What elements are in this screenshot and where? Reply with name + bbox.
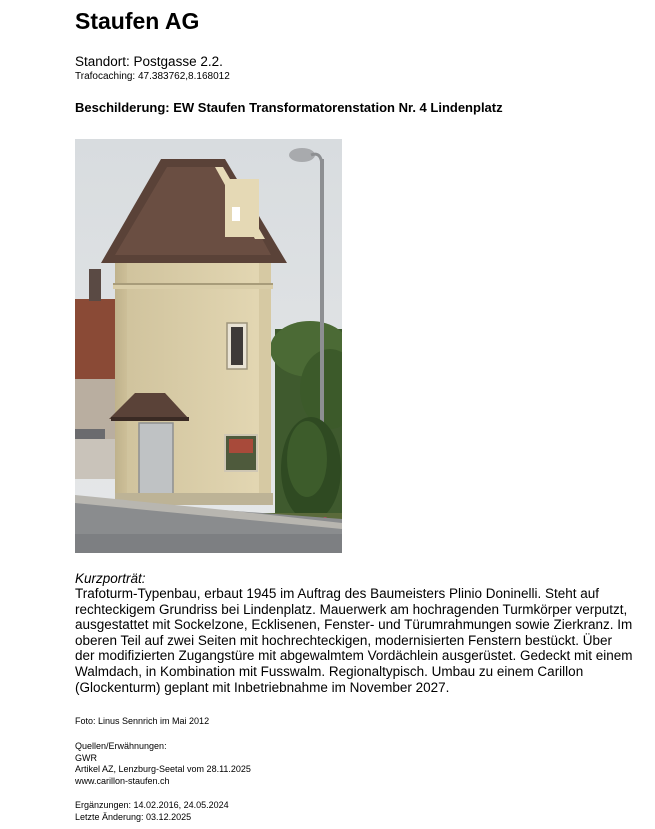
transformer-tower-photo — [75, 139, 342, 553]
photo-credit: Foto: Linus Sennrich im Mai 2012 — [75, 716, 210, 726]
coordinates-text: Trafocaching: 47.383762,8.168012 — [75, 71, 230, 82]
portrait-heading: Kurzporträt: — [75, 571, 146, 586]
revision-block — [75, 800, 229, 823]
source-item: www.carillon-staufen.ch — [75, 775, 170, 786]
sources-block — [75, 741, 251, 787]
page-title: Staufen AG — [75, 8, 200, 34]
location-text: Standort: Postgasse 2.2. — [75, 54, 223, 69]
additions-text: Ergänzungen: 14.02.2016, 24.05.2024 — [75, 800, 229, 810]
signage-heading: Beschilderung: EW Staufen Transformatorenstation Nr. 4 Lindenplatz — [75, 100, 503, 115]
sources-heading: Quellen/Erwähnungen: — [75, 741, 167, 751]
source-item: GWR — [75, 752, 97, 763]
portrait-text: Trafoturm-Typenbau, erbaut 1945 im Auftrag des Baumeisters Plinio Doninelli. Steht auf rechteckigem Grundriss bei Lindenplatz. Mauerwerk am hochragenden Turmkörper verputzt, ausgestattet mit Sockelzone, Ecklisenen, Fenster- und Türumrahmungen sowie Zierkranz. Im oberen Teil auf zwei Seiten mit hochrechteckigen, modernisierten Fenstern bestückt. Über der modifizierten Zugangstüre mit abgewalmtem Vordächlein ausgerüstet. Gedeckt mit einem Walmdach, in Kombination mit Fusswalm. Regionaltypisch. Umbau zu einem Carillon (Glockenturm) geplant mit Inbetriebnahme im November 2027. — [75, 586, 633, 695]
last-change-text: Letzte Änderung: 03.12.2025 — [75, 811, 192, 822]
source-item: Artikel AZ, Lenzburg-Seetal vom 28.11.2025 — [75, 764, 251, 774]
